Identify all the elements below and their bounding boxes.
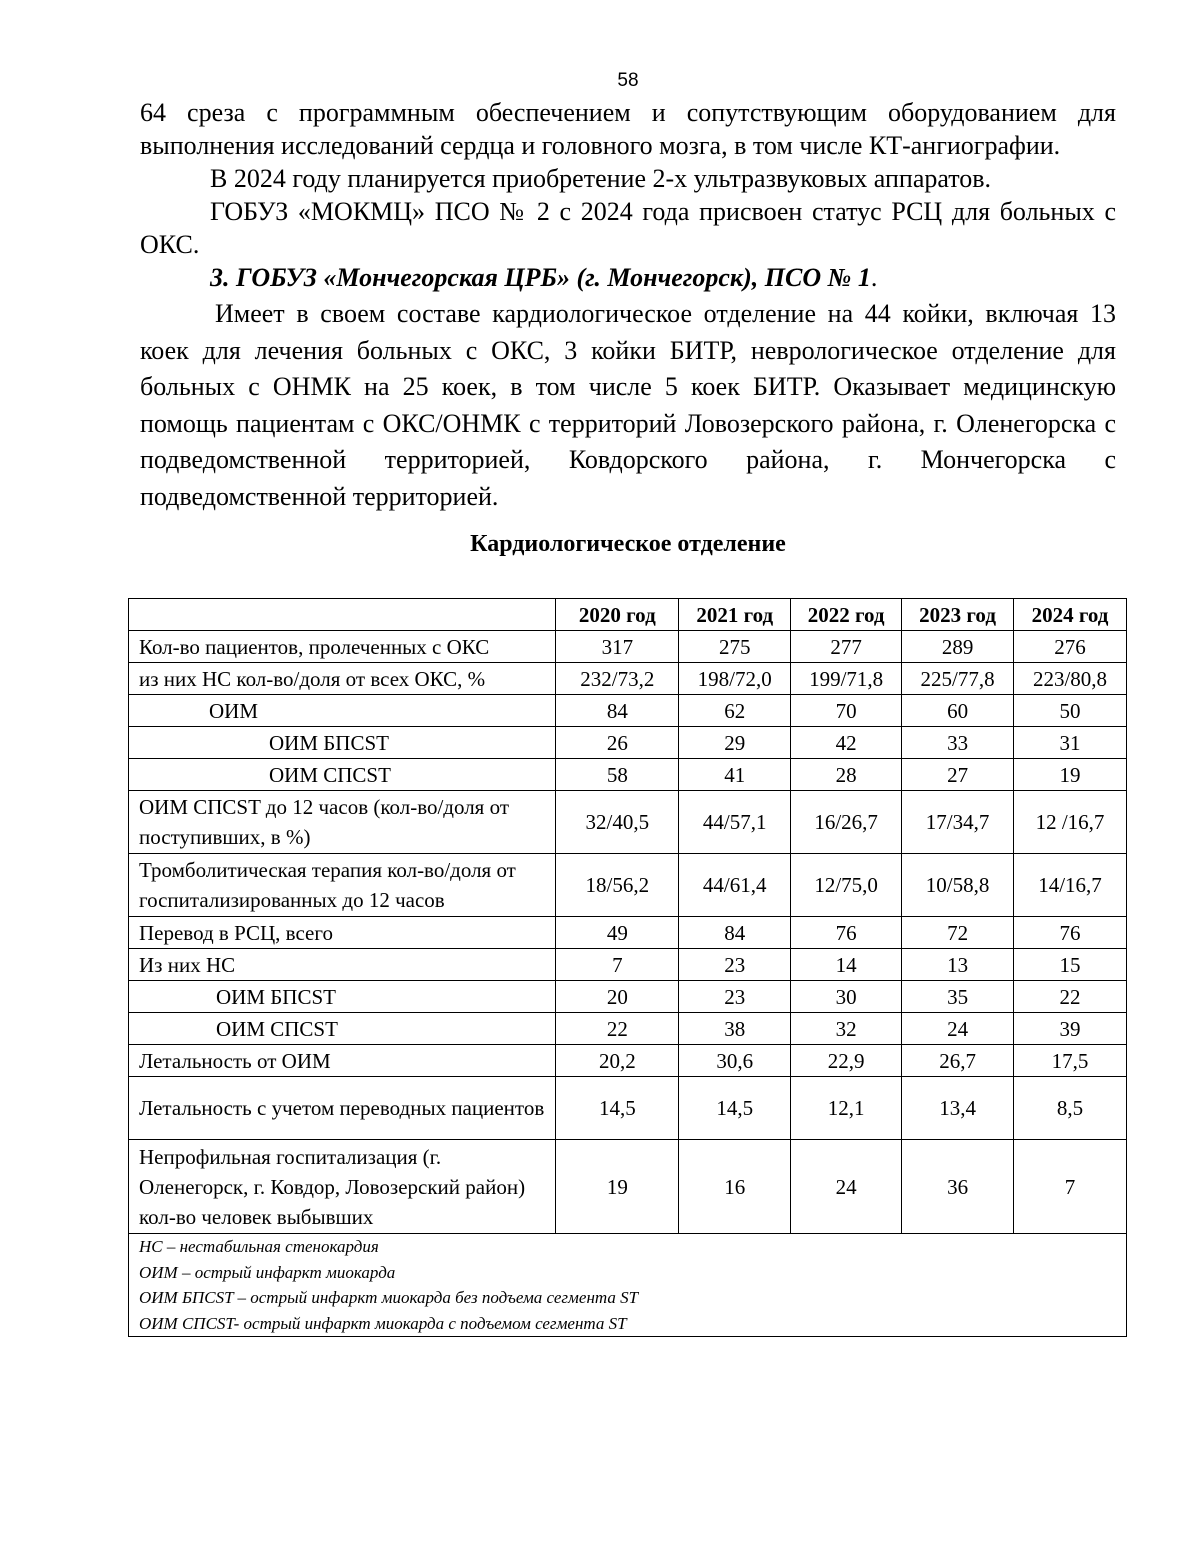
note-oim-bpsst: ОИМ БПСST – острый инфаркт миокарда без подъема сегмента ST xyxy=(139,1288,639,1307)
cardiology-table xyxy=(128,598,1127,1337)
table-cell: 289 xyxy=(902,631,1014,663)
table-cell: 232/73,2 xyxy=(556,663,679,695)
row-label: Летальность от ОИМ xyxy=(129,1045,556,1077)
row-label: ОИМ СПСST xyxy=(129,759,556,791)
table-cell: 26 xyxy=(556,727,679,759)
table-cell: 14 xyxy=(791,949,902,981)
paragraph-equipment: 64 среза с программным обеспечением и сопутствующим оборудованием для выполнения исследований сердца и головного мозга, в том числе КТ-ангиографии. xyxy=(140,98,1116,160)
table-cell: 35 xyxy=(902,981,1014,1013)
paragraph-rsc-status: ГОБУЗ «МОКМЦ» ПСО № 2 с 2024 года присвоен статус РСЦ для больных с ОКС. xyxy=(140,197,1116,259)
table-cell: 33 xyxy=(902,727,1014,759)
table-cell: 276 xyxy=(1014,631,1127,663)
table-row xyxy=(129,1045,1127,1077)
table-cell: 275 xyxy=(679,631,791,663)
table-cell: 199/71,8 xyxy=(791,663,902,695)
table-cell: 50 xyxy=(1014,695,1127,727)
table-cell: 36 xyxy=(902,1140,1014,1234)
paragraph-ultrasound-plan: В 2024 году планируется приобретение 2-х ультразвуковых аппаратов. xyxy=(210,164,992,193)
table-cell: 28 xyxy=(791,759,902,791)
table-cell: 19 xyxy=(1014,759,1127,791)
table-cell: 14,5 xyxy=(679,1077,791,1140)
table-row xyxy=(129,1140,1127,1234)
table-cell: 14/16,7 xyxy=(1014,854,1127,917)
row-label: ОИМ СПСST xyxy=(129,1013,556,1045)
table-cell: 62 xyxy=(679,695,791,727)
table-row xyxy=(129,1077,1127,1140)
row-label: Непрофильная госпитализация (г. Оленегорск, г. Ковдор, Ловозерский район) кол-во человек выбывших xyxy=(129,1140,556,1234)
table-cell: 223/80,8 xyxy=(1014,663,1127,695)
row-label: Перевод в РСЦ, всего xyxy=(129,917,556,949)
row-label: ОИМ xyxy=(129,695,556,727)
table-cell: 14,5 xyxy=(556,1077,679,1140)
table-cell: 22,9 xyxy=(791,1045,902,1077)
header-cell-2021: 2021 год xyxy=(679,599,791,631)
table-cell: 41 xyxy=(679,759,791,791)
table-cell: 76 xyxy=(791,917,902,949)
row-label: Из них НС xyxy=(129,949,556,981)
row-label: Кол-во пациентов, пролеченных с ОКС xyxy=(129,631,556,663)
table-cell: 13,4 xyxy=(902,1077,1014,1140)
table-cell: 49 xyxy=(556,917,679,949)
table-cell: 17/34,7 xyxy=(902,791,1014,854)
note-oim-spsst: ОИМ СПСST- острый инфаркт миокарда с подъемом сегмента ST xyxy=(139,1313,627,1333)
table-row xyxy=(129,727,1127,759)
table-cell: 18/56,2 xyxy=(556,854,679,917)
table-cell: 30 xyxy=(791,981,902,1013)
table-row xyxy=(129,695,1127,727)
table-cell: 27 xyxy=(902,759,1014,791)
table-row xyxy=(129,759,1127,791)
table-row xyxy=(129,854,1127,917)
header-cell-2024: 2024 год xyxy=(1014,599,1127,631)
table-cell: 31 xyxy=(1014,727,1127,759)
paragraph-hospital-description: Имеет в своем составе кардиологическое отделение на 44 койки, включая 13 коек для лечения больных с ОКС, 3 койки БИТР, неврологическое отделение для больных с ОНМК на 25 коек, в том числе 5 коек БИТР. Оказывает медицинскую помощь пациентам с ОКС/ОНМК с территорий Ловозерского района, г. Оленегорска с подведомственной территорией, Ковдорского района, г. Мончегорска с подведомственной территорией. xyxy=(140,299,1116,511)
table-cell: 42 xyxy=(791,727,902,759)
table-cell: 76 xyxy=(1014,917,1127,949)
table-cell: 19 xyxy=(556,1140,679,1234)
table-cell: 32 xyxy=(791,1013,902,1045)
table-cell: 10/58,8 xyxy=(902,854,1014,917)
table-cell: 20 xyxy=(556,981,679,1013)
note-ns: НС – нестабильная стенокардия xyxy=(139,1237,379,1256)
row-label: ОИМ БПСST xyxy=(129,981,556,1013)
table-cell: 84 xyxy=(679,917,791,949)
table-cell: 70 xyxy=(791,695,902,727)
table-cell: 23 xyxy=(679,949,791,981)
table-cell: 60 xyxy=(902,695,1014,727)
table-cell: 16 xyxy=(679,1140,791,1234)
table-cell: 7 xyxy=(556,949,679,981)
table-cell: 24 xyxy=(902,1013,1014,1045)
table-cell: 12 /16,7 xyxy=(1014,791,1127,854)
table-cell: 38 xyxy=(679,1013,791,1045)
table-cell: 12/75,0 xyxy=(791,854,902,917)
table-cell: 44/57,1 xyxy=(679,791,791,854)
table-cell: 13 xyxy=(902,949,1014,981)
table-cell: 317 xyxy=(556,631,679,663)
table-cell: 12,1 xyxy=(791,1077,902,1140)
table-row xyxy=(129,981,1127,1013)
section-heading xyxy=(140,261,1116,294)
table-row xyxy=(129,949,1127,981)
table-cell: 29 xyxy=(679,727,791,759)
body-text xyxy=(140,96,1116,515)
table-notes xyxy=(129,1234,1127,1337)
header-cell-2020: 2020 год xyxy=(556,599,679,631)
section-heading-tail: . xyxy=(870,263,878,292)
table-cell: 32/40,5 xyxy=(556,791,679,854)
table-header-row xyxy=(129,599,1127,631)
table-cell: 30,6 xyxy=(679,1045,791,1077)
note-oim: ОИМ – острый инфаркт миокарда xyxy=(139,1262,396,1282)
section-heading-text: 3. ГОБУЗ «Мончегорская ЦРБ» (г. Мончегорск), ПСО № 1 xyxy=(210,263,871,292)
table-cell: 72 xyxy=(902,917,1014,949)
row-label: Тромболитическая терапия кол-во/доля от госпитализированных до 12 часов xyxy=(129,854,556,917)
row-label: ОИМ БПСST xyxy=(129,727,556,759)
page-number: 58 xyxy=(617,70,639,91)
table-cell: 20,2 xyxy=(556,1045,679,1077)
table-cell: 22 xyxy=(556,1013,679,1045)
table-title: Кардиологическое отделение xyxy=(470,531,786,557)
table-row xyxy=(129,663,1127,695)
row-label: ОИМ СПСST до 12 часов (кол-во/доля от поступивших, в %) xyxy=(129,791,556,854)
table-cell: 7 xyxy=(1014,1140,1127,1234)
table-cell: 84 xyxy=(556,695,679,727)
table-cell: 17,5 xyxy=(1014,1045,1127,1077)
table-row xyxy=(129,631,1127,663)
table-cell: 15 xyxy=(1014,949,1127,981)
table-cell: 225/77,8 xyxy=(902,663,1014,695)
row-label: из них НС кол-во/доля от всех ОКС, % xyxy=(129,663,556,695)
header-cell-empty xyxy=(129,599,556,631)
header-cell-2023: 2023 год xyxy=(902,599,1014,631)
table-cell: 23 xyxy=(679,981,791,1013)
table-cell: 8,5 xyxy=(1014,1077,1127,1140)
table-notes-row xyxy=(129,1234,1127,1337)
table-cell: 277 xyxy=(791,631,902,663)
table-cell: 26,7 xyxy=(902,1045,1014,1077)
table-row xyxy=(129,791,1127,854)
table-cell: 44/61,4 xyxy=(679,854,791,917)
table-cell: 24 xyxy=(791,1140,902,1234)
row-label: Летальность с учетом переводных пациентов xyxy=(129,1077,556,1140)
table-row xyxy=(129,1013,1127,1045)
table-cell: 198/72,0 xyxy=(679,663,791,695)
table-cell: 16/26,7 xyxy=(791,791,902,854)
header-cell-2022: 2022 год xyxy=(791,599,902,631)
table-cell: 22 xyxy=(1014,981,1127,1013)
table-row xyxy=(129,917,1127,949)
table-cell: 58 xyxy=(556,759,679,791)
table-cell: 39 xyxy=(1014,1013,1127,1045)
